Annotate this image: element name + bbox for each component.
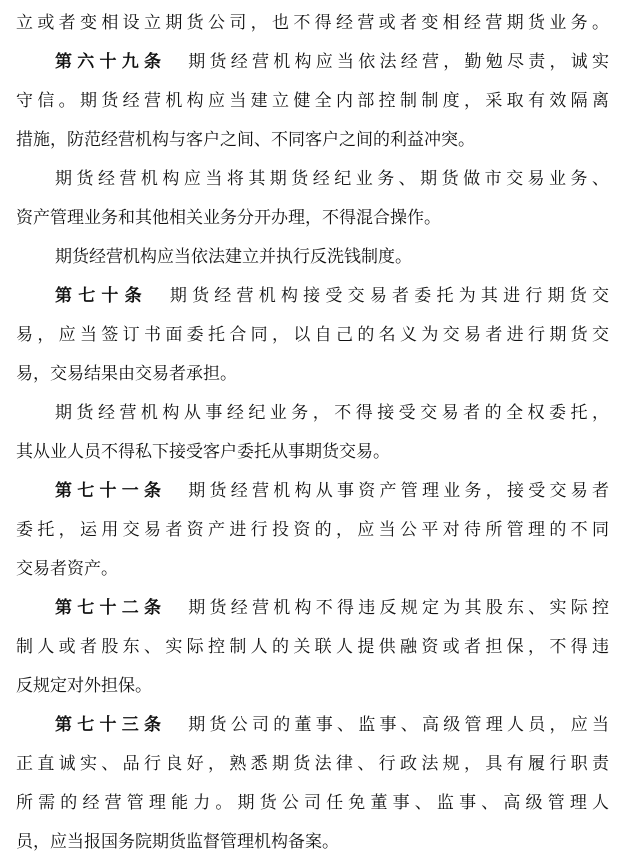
- text-line: [16, 784, 609, 823]
- line-text: 期货经营机构接受交易者委托为其进行期货交: [169, 286, 609, 306]
- text-line: [16, 433, 609, 472]
- text-line: [16, 745, 609, 784]
- line-text: 期货经营机构从事经纪业务，不得接受交易者的全权委托，: [55, 403, 609, 423]
- text-line: [16, 550, 609, 589]
- article-71-first-line: [16, 472, 609, 511]
- line-text: 制人或者股东、实际控制人的关联人提供融资或者担保，不得违: [16, 637, 609, 657]
- text-line: [16, 82, 609, 121]
- text-line: [16, 4, 609, 43]
- line-text: 期货公司的董事、监事、高级管理人员，应当: [188, 715, 609, 735]
- line-text: 资产管理业务和其他相关业务分开办理，不得混合操作。: [16, 208, 441, 228]
- paragraph-first-line: [16, 160, 609, 199]
- text-line: [16, 628, 609, 667]
- text-line: [16, 667, 609, 706]
- article-heading: 第七十三条: [55, 715, 167, 735]
- line-text: 正直诚实、品行良好，熟悉期货法律、行政法规，具有履行职责: [16, 754, 609, 774]
- line-text: 员，应当报国务院期货监督管理机构备案。: [16, 832, 339, 852]
- line-text: 易，应当签订书面委托合同，以自己的名义为交易者进行期货交: [16, 325, 609, 345]
- text-line: [16, 511, 609, 550]
- article-heading: 第七十条: [55, 286, 148, 306]
- text-line: [16, 199, 609, 238]
- line-text: 期货经营机构应当将其期货经纪业务、期货做市交易业务、: [55, 169, 609, 189]
- line-text: 所需的经营管理能力。期货公司任免董事、监事、高级管理人: [16, 793, 609, 813]
- line-text: 交易者资产。: [16, 559, 118, 579]
- line-text: 措施，防范经营机构与客户之间、不同客户之间的利益冲突。: [16, 130, 475, 150]
- line-text: 反规定对外担保。: [16, 676, 152, 696]
- article-72-first-line: [16, 589, 609, 628]
- line-text: 易，交易结果由交易者承担。: [16, 364, 237, 384]
- text-line: [16, 121, 609, 160]
- paragraph-first-line: [16, 238, 609, 277]
- article-73-first-line: [16, 706, 609, 745]
- line-text: 立或者变相设立期货公司，也不得经营或者变相经营期货业务。: [16, 13, 609, 33]
- article-heading: 第七十一条: [55, 481, 167, 501]
- line-text: 守信。期货经营机构应当建立健全内部控制制度，采取有效隔离: [16, 91, 609, 111]
- line-text: 期货经营机构不得违反规定为其股东、实际控: [188, 598, 609, 618]
- article-heading: 第七十二条: [55, 598, 167, 618]
- text-line: [16, 823, 609, 862]
- article-heading: 第六十九条: [55, 52, 167, 72]
- article-69-first-line: [16, 43, 609, 82]
- line-text: 其从业人员不得私下接受客户委托从事期货交易。: [16, 442, 390, 462]
- article-70-first-line: [16, 277, 609, 316]
- line-text: 委托，运用交易者资产进行投资的，应当公平对待所管理的不同: [16, 520, 609, 540]
- line-text: 期货经营机构应当依法建立并执行反洗钱制度。: [55, 247, 412, 267]
- line-text: 期货经营机构应当依法经营，勤勉尽责，诚实: [188, 52, 609, 72]
- text-line: [16, 316, 609, 355]
- line-text: 期货经营机构从事资产管理业务，接受交易者: [188, 481, 609, 501]
- paragraph-first-line: [16, 394, 609, 433]
- text-line: [16, 355, 609, 394]
